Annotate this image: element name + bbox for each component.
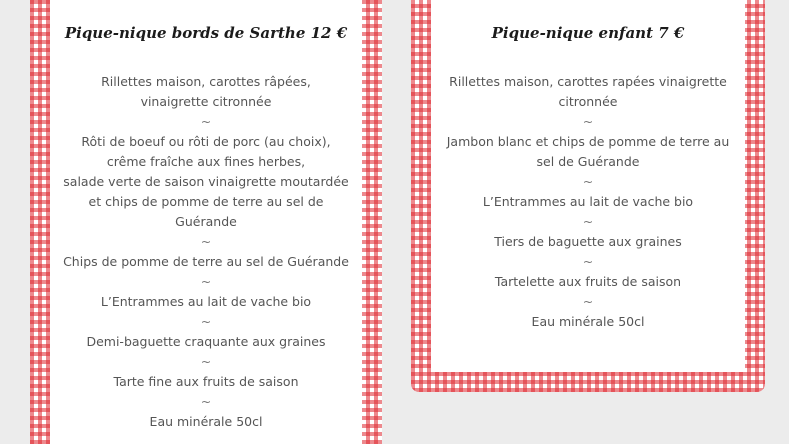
menu-item-line: Jambon blanc et chips de pomme de terre au (446, 134, 730, 149)
menu-item-line: Eau minérale 50cl (531, 314, 645, 329)
menu-separator: ~ (200, 274, 212, 289)
menu-items (60, 72, 352, 432)
menu-item-line: Eau minérale 50cl (149, 414, 263, 429)
menu-item-line: L’Entrammes au lait de vache bio (100, 294, 312, 309)
menu-separator: ~ (200, 314, 212, 329)
menu-item-line: Rôti de boeuf ou rôti de porc (au choix), (81, 134, 331, 149)
menu-item-line: crême fraîche aux fines herbes, (106, 154, 306, 169)
menu-card-adult (30, 0, 382, 444)
menu-card-content (431, 0, 745, 372)
menu-separator: ~ (582, 114, 594, 129)
menu-item-line: Tartelette aux fruits de saison (494, 274, 682, 289)
menu-separator: ~ (200, 394, 212, 409)
menu-item-line: vinaigrette citronnée (140, 94, 272, 109)
menu-card-child (411, 0, 765, 392)
menu-item-line: salade verte de saison vinaigrette moutardée (63, 174, 349, 189)
menu-item-line: Tiers de baguette aux graines (494, 234, 682, 249)
menu-item-line: Demi-baguette craquante aux graines (86, 334, 326, 349)
menu-item-line: Guérande (175, 214, 237, 229)
menu-separator: ~ (582, 294, 594, 309)
menu-separator: ~ (582, 254, 594, 269)
menu-separator: ~ (200, 234, 212, 249)
menu-item-line: L’Entrammes au lait de vache bio (482, 194, 694, 209)
menu-item-line: Rillettes maison, carottes râpées, (101, 74, 311, 89)
menu-title: Pique-nique enfant 7 € (491, 24, 685, 42)
menu-card-content (50, 0, 362, 444)
menu-items (441, 72, 735, 332)
menu-separator: ~ (200, 354, 212, 369)
menu-separator: ~ (582, 174, 594, 189)
menu-item-line: citronnée (558, 94, 618, 109)
menu-item-line: sel de Guérande (536, 154, 640, 169)
menu-separator: ~ (200, 114, 212, 129)
menu-item-line: Chips de pomme de terre au sel de Guérande (63, 254, 349, 269)
menu-item-line: Rillettes maison, carottes rapées vinaigrette (449, 74, 727, 89)
menu-separator: ~ (582, 214, 594, 229)
menu-item-line: et chips de pomme de terre au sel de (88, 194, 324, 209)
menu-title: Pique-nique bords de Sarthe 12 € (64, 24, 348, 42)
menu-item-line: Tarte fine aux fruits de saison (113, 374, 299, 389)
